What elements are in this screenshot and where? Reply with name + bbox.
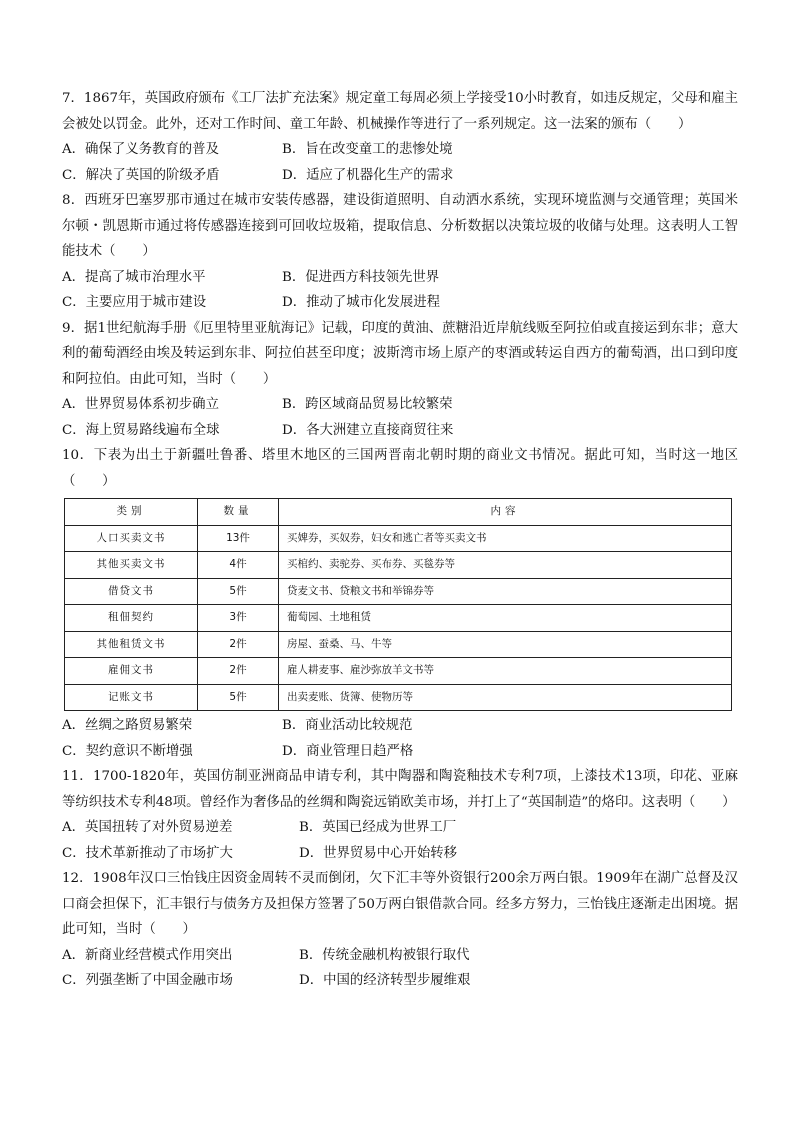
cell-content: 房屋、蚕桑、马、牛等 [279,631,732,658]
question-stem: 11．1700-1820年，英国仿制亚洲商品申请专利，其中陶器和陶瓷釉技术专利7项，上漆技术13项，印花、亚麻等纺织技术专利48项。曾经作为奢侈品的丝绸和陶瓷远销欧美市场，并打上了“英国制造”的烙印。这表明（ ） [62,769,738,810]
question-stem: 9．据1世纪航海手册《厄里特里亚航海记》记载，印度的黄油、蔗糖沿近岸航线贩至阿拉伯或直接运到东非；意大利的葡萄酒经由埃及转运到东非、阿拉伯甚至印度；波斯湾市场上原产的枣酒或转运自西方的葡萄酒，出口到印度和阿拉伯。由此可知，当时（ ） [62,320,738,387]
header-category: 类别 [65,499,198,526]
header-quantity: 数量 [198,499,279,526]
option-d[interactable]: D．适应了机器化生产的需求 [282,167,454,183]
table-row [65,631,732,658]
option-c[interactable]: C．海上贸易路线遍布全球 [62,422,220,438]
option-a[interactable]: A．确保了义务教育的普及 [62,142,219,157]
cell-content: 买婢券，买奴券，妇女和逃亡者等买卖文书 [279,525,732,552]
question-7 [62,86,738,188]
cell-content: 出卖麦账、货簿、使物历等 [279,684,732,711]
option-d[interactable]: D．商业管理日趋严格 [282,743,414,759]
option-c[interactable]: C．解决了英国的阶级矛盾 [62,167,220,183]
option-b[interactable]: B．跨区域商品贸易比较繁荣 [282,397,453,412]
option-a[interactable]: A．丝绸之路贸易繁荣 [62,718,193,733]
cell-content: 雇人耕麦事、雇沙弥放羊文书等 [279,658,732,685]
option-b[interactable]: B．促进西方科技领先世界 [282,269,440,285]
table-row [65,605,732,632]
exam-page [62,86,738,994]
cell-category: 租佃契约 [65,605,198,632]
cell-quantity: 5件 [198,578,279,605]
options [62,392,738,443]
option-d[interactable]: D．中国的经济转型步履维艰 [299,973,471,988]
cell-category: 其他租赁文书 [65,631,198,658]
option-c[interactable]: C．技术革新推动了市场扩大 [62,845,233,861]
option-d[interactable]: D．推动了城市化发展进程 [282,295,441,310]
table-row [65,552,732,579]
cell-category: 雇佣文书 [65,658,198,685]
option-a[interactable]: A．新商业经营模式作用突出 [62,947,233,963]
option-a[interactable]: A．世界贸易体系初步确立 [62,397,219,412]
commerce-documents-table [64,498,732,711]
question-10 [62,443,738,764]
table-header-row [65,499,732,526]
option-c[interactable]: C．契约意识不断增强 [62,743,193,759]
cell-quantity: 13件 [198,525,279,552]
option-b[interactable]: B．商业活动比较规范 [282,718,413,733]
header-content: 内容 [279,499,732,526]
options [62,713,738,764]
options [62,137,738,188]
cell-content: 葡萄园、土地租赁 [279,605,732,632]
option-a[interactable]: A．提高了城市治理水平 [62,269,206,285]
option-d[interactable]: D．世界贸易中心开始转移 [299,845,458,861]
question-stem: 12．1908年汉口三怡钱庄因资金周转不灵而倒闭，欠下汇丰等外资银行200余万两白银。1909年在湖广总督及汉口商会担保下，汇丰银行与债务方及担保方签署了50万两白银借款合同。经多方努力，三怡钱庄逐渐走出困境。据此可知，当时（ ） [62,871,738,937]
options [62,943,738,994]
question-stem: 10．下表为出土于新疆吐鲁番、塔里木地区的三国两晋南北朝时期的商业文书情况。据此可知，当时这一地区（ ） [62,448,738,489]
cell-category: 借贷文书 [65,578,198,605]
cell-quantity: 4件 [198,552,279,579]
option-c[interactable]: C．主要应用于城市建设 [62,295,207,310]
option-d[interactable]: D．各大洲建立直接商贸往来 [282,422,454,438]
question-11 [62,764,738,866]
option-c[interactable]: C．列强垄断了中国金融市场 [62,973,233,988]
table-row [65,684,732,711]
option-b[interactable]: B．传统金融机构被银行取代 [299,947,470,963]
cell-content: 贷麦文书、贷粮文书和举锦券等 [279,578,732,605]
question-9 [62,316,738,444]
cell-quantity: 2件 [198,631,279,658]
question-12 [62,866,738,994]
question-8 [62,188,738,316]
cell-category: 其他买卖文书 [65,552,198,579]
option-b[interactable]: B．旨在改变童工的悲惨处境 [282,142,453,157]
table-row [65,578,732,605]
options [62,815,738,866]
cell-quantity: 3件 [198,605,279,632]
cell-category: 记账文书 [65,684,198,711]
option-b[interactable]: B．英国已经成为世界工厂 [299,820,457,835]
table-row [65,658,732,685]
cell-content: 买棺约、卖驼券、买布券、买毯券等 [279,552,732,579]
table-row [65,525,732,552]
cell-quantity: 2件 [198,658,279,685]
question-stem: 8．西班牙巴塞罗那市通过在城市安装传感器，建设街道照明、自动洒水系统，实现环境监测与交通管理；英国米尔顿・凯恩斯市通过将传感器连接到可回收垃圾箱，提取信息、分析数据以决策垃圾的收储与处理。这表明人工智能技术（ ） [62,193,738,259]
option-a[interactable]: A．英国扭转了对外贸易逆差 [62,820,233,835]
cell-category: 人口买卖文书 [65,525,198,552]
cell-quantity: 5件 [198,684,279,711]
question-stem: 7．1867年，英国政府颁布《工厂法扩充法案》规定童工每周必须上学接受10小时教育，如违反规定，父母和雇主会被处以罚金。此外，还对工作时间、童工年龄、机械操作等进行了一系列规定。这一法案的颁布（ ） [62,91,738,132]
options [62,265,738,316]
